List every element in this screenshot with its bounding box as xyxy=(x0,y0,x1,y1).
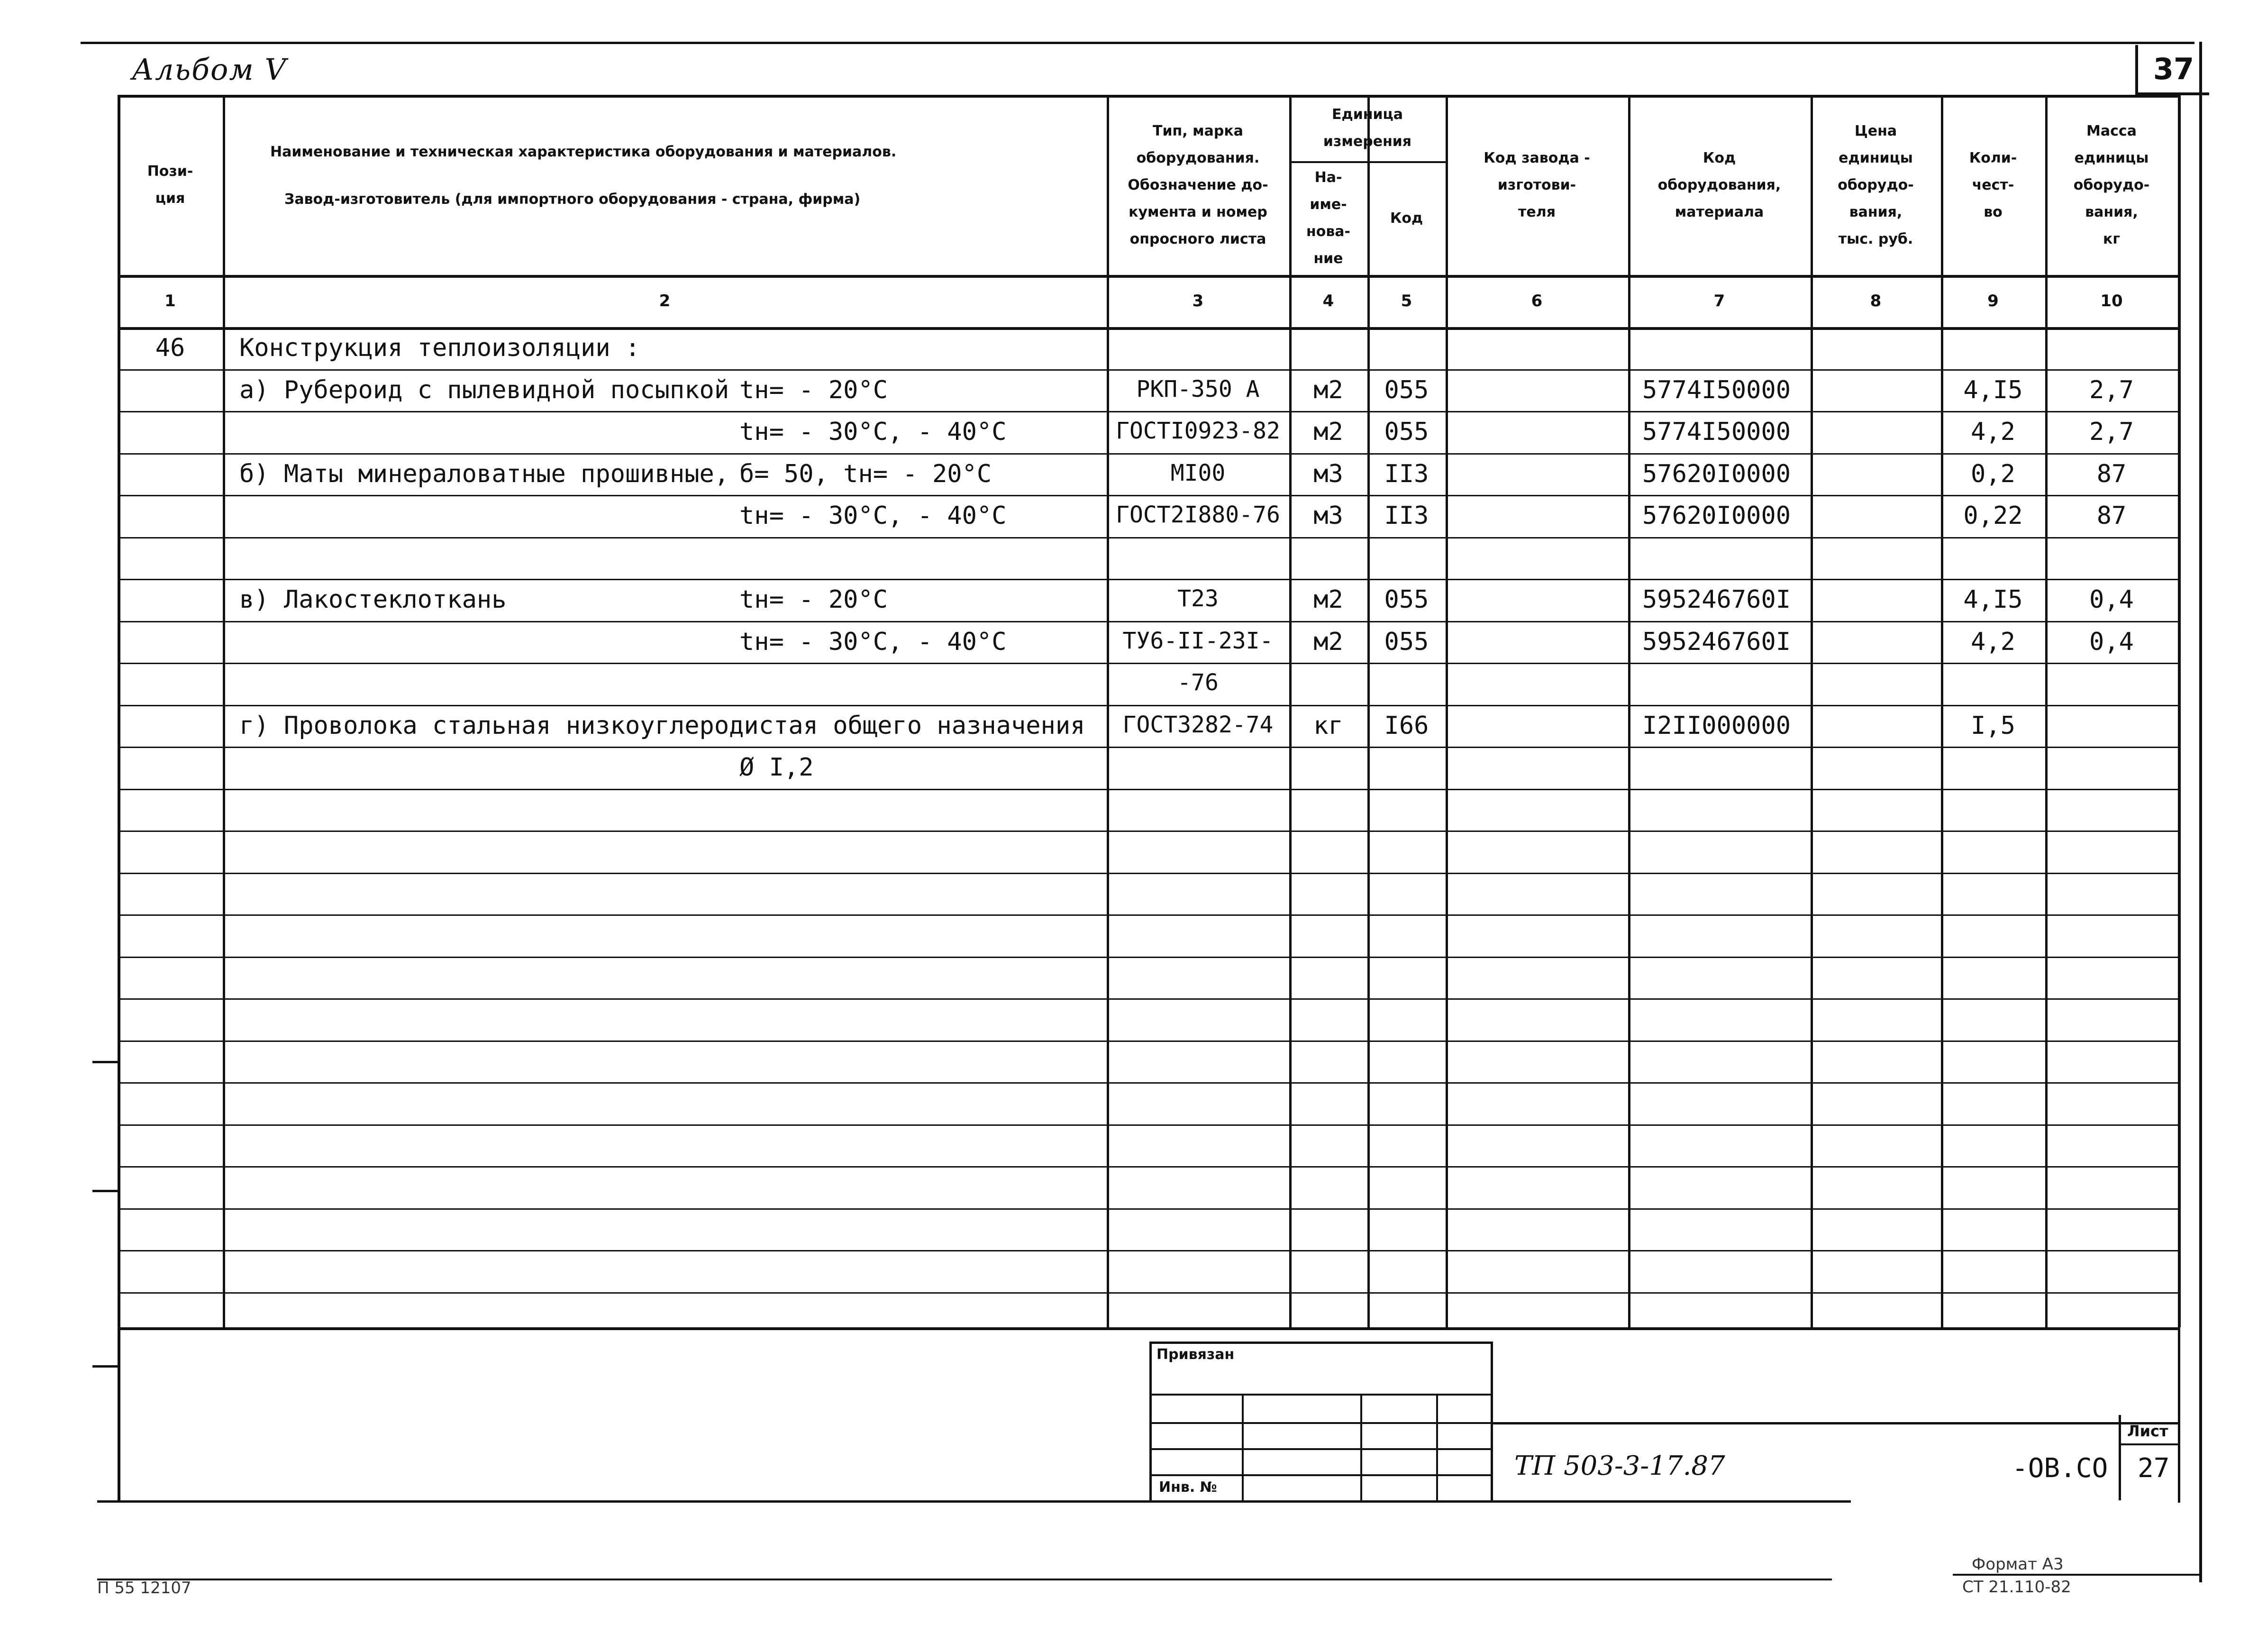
sheet-box-left xyxy=(2119,1415,2121,1500)
quantity-cell: 0,22 xyxy=(1963,502,2023,530)
footer-right-line xyxy=(1953,1574,2202,1576)
column-divider xyxy=(1446,95,1448,1327)
header-unit-name: На- име- нова- ние xyxy=(1306,169,1351,267)
header-bottom-line xyxy=(118,275,2178,278)
column-number: 7 xyxy=(1713,292,1725,310)
header-factory-code: Код завода - изготови- теля xyxy=(1484,149,1590,220)
header-material-code: Код оборудования, материала xyxy=(1657,149,1781,220)
unit-code-cell: 055 xyxy=(1384,585,1429,614)
row-divider xyxy=(118,453,2178,455)
frame-left-lower xyxy=(118,1327,120,1503)
header-name-line1: Наименование и техническая характеристика оборудования и материалов. xyxy=(270,143,897,160)
row-divider xyxy=(118,831,2178,832)
unit-cell: кг xyxy=(1313,711,1343,740)
page-sheet-number: 37 xyxy=(2135,45,2209,95)
inventory-number-label: Инв. № xyxy=(1159,1479,1217,1496)
column-numbers-bottom-line xyxy=(118,327,2178,330)
row-divider xyxy=(118,1040,2178,1042)
code-block-top xyxy=(1491,1422,2180,1424)
right-frame-line xyxy=(2199,42,2202,1582)
title-block-bottom-line xyxy=(97,1500,1851,1503)
row-divider xyxy=(118,957,2178,958)
sheet-value: 27 xyxy=(2138,1453,2170,1484)
attached-col-3 xyxy=(1436,1394,1438,1503)
column-divider xyxy=(1628,95,1630,1327)
attached-row-1 xyxy=(1149,1394,1491,1396)
row-divider xyxy=(118,663,2178,664)
attached-row-3 xyxy=(1149,1448,1491,1450)
attached-label: Привязан xyxy=(1156,1346,1235,1363)
header-position: Пози- ция xyxy=(147,163,193,207)
material-code-cell: 595246760I xyxy=(1642,627,1791,656)
attached-col-1 xyxy=(1242,1394,1244,1503)
column-number: 5 xyxy=(1401,292,1412,310)
column-number: 10 xyxy=(2100,292,2123,310)
item-name-cell: г) Проволока стальная низкоуглеродистая общего назначения xyxy=(239,711,1085,740)
item-name-cell: Конструкция теплоизоляции : xyxy=(239,334,640,362)
column-number: 1 xyxy=(164,292,176,310)
quantity-cell: 4,2 xyxy=(1971,627,2015,656)
unit-code-cell: I66 xyxy=(1384,711,1429,740)
mass-cell: 87 xyxy=(2096,502,2127,530)
type-cell: ГОСТ2I880-76 xyxy=(1116,502,1280,528)
unit-code-cell: 055 xyxy=(1384,418,1429,446)
column-divider xyxy=(2178,95,2181,1327)
column-number: 9 xyxy=(1987,292,1999,310)
column-divider xyxy=(1811,95,1813,1327)
row-divider xyxy=(118,747,2178,748)
unit-code-cell: II3 xyxy=(1384,502,1429,530)
quantity-cell: I,5 xyxy=(1971,711,2015,740)
quantity-cell: 4,I5 xyxy=(1963,375,2023,404)
margin-tick xyxy=(92,1190,118,1192)
column-divider xyxy=(223,95,225,1327)
type-cell: -76 xyxy=(1177,669,1219,696)
unit-code-cell: 055 xyxy=(1384,375,1429,404)
quantity-cell: 4,2 xyxy=(1971,418,2015,446)
material-code-cell: 595246760I xyxy=(1642,585,1791,614)
row-divider xyxy=(118,914,2178,916)
column-number: 6 xyxy=(1531,292,1543,310)
attached-box-top xyxy=(1149,1342,1491,1344)
row-divider xyxy=(118,411,2178,412)
mass-cell: 0,4 xyxy=(2089,585,2134,614)
column-divider xyxy=(118,95,120,1327)
top-border-line xyxy=(81,42,2194,44)
mass-cell: 87 xyxy=(2096,459,2127,488)
unit-cell: м2 xyxy=(1313,375,1343,404)
row-divider xyxy=(118,873,2178,874)
type-cell: МI00 xyxy=(1170,459,1226,486)
type-cell: ГОСТI0923-82 xyxy=(1116,418,1280,444)
item-name-cell: а) Рубероид с пылевидной посыпкой xyxy=(239,375,729,404)
material-code-cell: 5774I50000 xyxy=(1642,418,1791,446)
row-divider xyxy=(118,705,2178,706)
row-divider xyxy=(118,1082,2178,1084)
unit-cell: м2 xyxy=(1313,585,1343,614)
header-unit-code: Код xyxy=(1390,210,1423,227)
footer-left-code: П 55 12107 xyxy=(97,1579,191,1597)
mass-cell: 2,7 xyxy=(2089,375,2134,404)
material-code-cell: I2II000000 xyxy=(1642,711,1791,740)
header-quantity: Коли- чест- во xyxy=(1969,149,2017,220)
sheet-box-right xyxy=(2178,1327,2180,1503)
condition-cell: б= 50, tн= - 20°С xyxy=(739,459,992,488)
condition-cell: tн= - 30°С, - 40°С xyxy=(739,418,1007,446)
attached-row-4 xyxy=(1149,1474,1491,1476)
table-bottom-line xyxy=(118,1327,2178,1330)
unit-code-cell: 055 xyxy=(1384,627,1429,656)
row-divider xyxy=(118,1166,2178,1168)
margin-tick xyxy=(92,1365,118,1368)
item-name-cell: б) Маты минераловатные прошивные, xyxy=(239,459,729,488)
type-cell: ТУ6-II-23I- xyxy=(1122,627,1274,654)
condition-cell: tн= - 30°С, - 40°С xyxy=(739,502,1007,530)
column-number: 8 xyxy=(1870,292,1882,310)
document-code: ТП 503-3-17.87 xyxy=(1514,1451,1725,1481)
attached-col-2 xyxy=(1360,1394,1362,1503)
unit-cell: м3 xyxy=(1313,459,1343,488)
album-label: Альбом V xyxy=(132,52,287,87)
unit-cell: м3 xyxy=(1313,502,1343,530)
row-divider xyxy=(118,1292,2178,1294)
header-type: Тип, марка оборудования. Обозначение до- кумента и номер опросного листа xyxy=(1128,122,1268,247)
unit-code-cell: II3 xyxy=(1384,459,1429,488)
row-divider xyxy=(118,495,2178,496)
unit-cell: м2 xyxy=(1313,627,1343,656)
condition-cell: tн= - 30°С, - 40°С xyxy=(739,627,1007,656)
mass-cell: 2,7 xyxy=(2089,418,2134,446)
quantity-cell: 0,2 xyxy=(1971,459,2015,488)
type-cell: ГОСТ3282-74 xyxy=(1122,711,1274,738)
material-code-cell: 5774I50000 xyxy=(1642,375,1791,404)
row-divider xyxy=(118,789,2178,790)
condition-cell: tн= - 20°С xyxy=(739,375,888,404)
header-name-line2: Завод-изготовитель (для импортного оборудования - страна, фирма) xyxy=(284,191,861,208)
quantity-cell: 4,I5 xyxy=(1963,585,2023,614)
format-label: Формат А3 xyxy=(1972,1555,2064,1574)
row-divider xyxy=(118,998,2178,1000)
material-code-cell: 57620I0000 xyxy=(1642,459,1791,488)
header-unit-mass: Масса единицы оборудо- вания, кг xyxy=(2073,122,2150,247)
sheet-label: Лист xyxy=(2127,1422,2168,1440)
unit-cell: м2 xyxy=(1313,418,1343,446)
standard-label: СТ 21.110-82 xyxy=(1962,1578,2071,1597)
header-unit-group: Единица измерения xyxy=(1323,106,1412,150)
material-code-cell: 57620I0000 xyxy=(1642,502,1791,530)
row-divider xyxy=(118,1250,2178,1251)
row-divider xyxy=(118,1124,2178,1126)
document-suffix: -ОВ.СО xyxy=(2012,1453,2108,1484)
header-unit-price: Цена единицы оборудо- вания, тыс. руб. xyxy=(1838,122,1914,247)
row-divider xyxy=(118,369,2178,371)
condition-cell: tн= - 20°С xyxy=(739,585,888,614)
row-divider xyxy=(118,579,2178,580)
row-divider xyxy=(118,537,2178,538)
row-divider xyxy=(118,1208,2178,1210)
column-divider xyxy=(2045,95,2048,1327)
column-number: 2 xyxy=(659,292,671,310)
footer-line xyxy=(97,1579,1832,1580)
type-cell: Т23 xyxy=(1177,585,1219,612)
item-name-cell: в) Лакостеклоткань xyxy=(239,585,507,614)
condition-cell: Ø I,2 xyxy=(739,753,814,782)
column-number: 3 xyxy=(1192,292,1204,310)
type-cell: РКП-350 А xyxy=(1136,375,1260,402)
position-cell: 46 xyxy=(155,334,185,362)
row-divider xyxy=(118,621,2178,622)
margin-tick xyxy=(92,1061,118,1063)
column-number: 4 xyxy=(1322,292,1334,310)
attached-row-2 xyxy=(1149,1422,1491,1424)
sheet-box-divider xyxy=(2119,1443,2180,1445)
mass-cell: 0,4 xyxy=(2089,627,2134,656)
